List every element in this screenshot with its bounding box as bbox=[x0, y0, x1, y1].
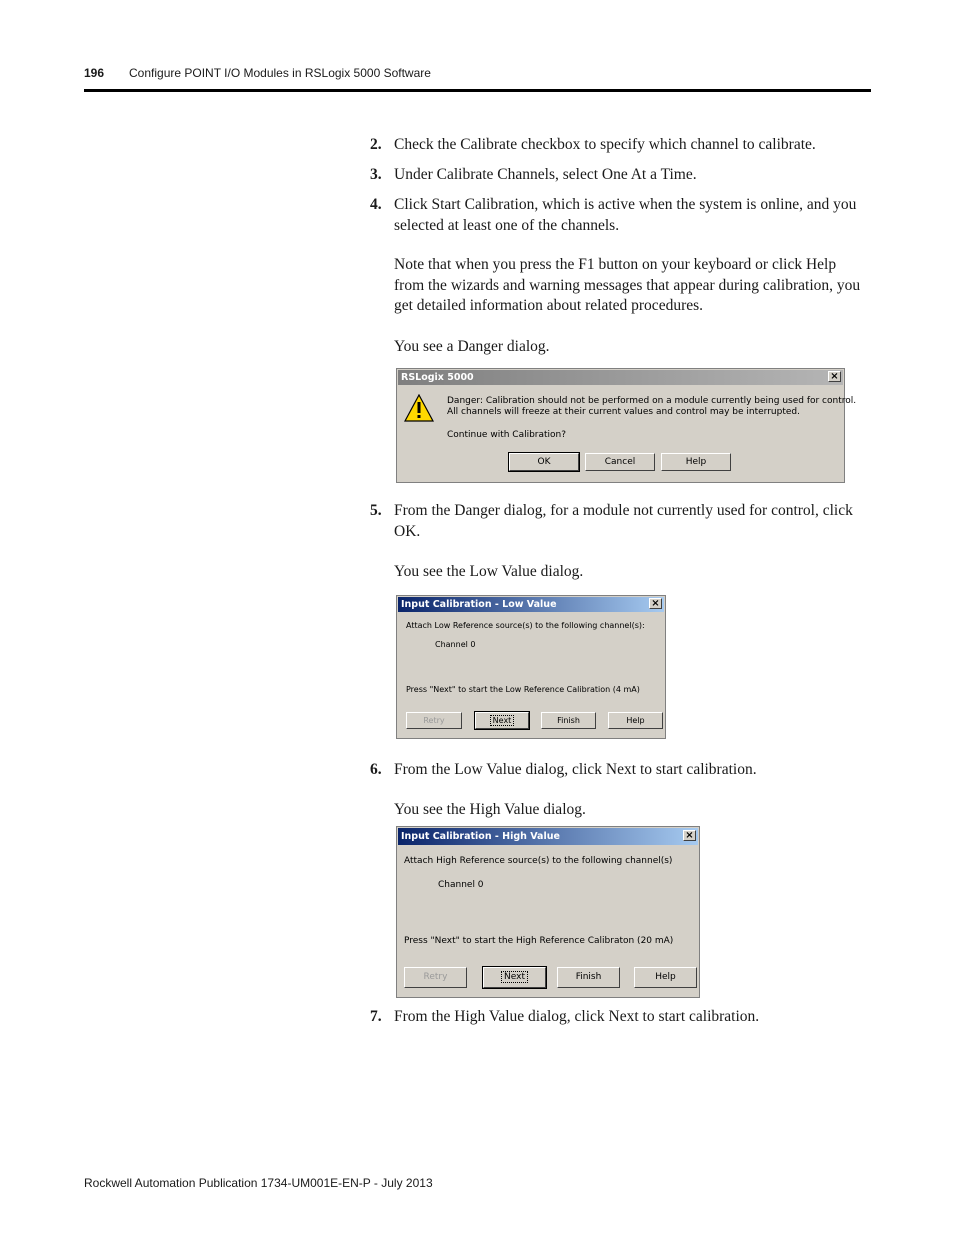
step-text: Click Start Calibration, which is active when the system is online, and you selected at least one of the channels. bbox=[394, 196, 857, 234]
ok-label: OK bbox=[537, 457, 551, 467]
channel-label: Channel 0 bbox=[438, 880, 484, 890]
step-text: From the High Value dialog, click Next to start calibration. bbox=[394, 1008, 760, 1025]
step-number: 6. bbox=[370, 761, 382, 778]
step-text: From the Low Value dialog, click Next to start calibration. bbox=[394, 761, 757, 778]
retry-button[interactable] bbox=[406, 712, 462, 729]
step-number: 5. bbox=[370, 502, 382, 519]
step-text: From the Danger dialog, for a module not currently used for control, click OK. bbox=[394, 502, 853, 540]
danger-dialog bbox=[396, 368, 857, 483]
help-label: Help bbox=[655, 972, 676, 982]
danger-question: Continue with Calibration? bbox=[447, 430, 567, 440]
page-footer: Rockwell Automation Publication 1734-UM001E-EN-P - July 2013 bbox=[84, 1176, 433, 1190]
danger-message-line1: Danger: Calibration should not be performed on a module currently being used for control. bbox=[447, 396, 857, 406]
low-value-dialog bbox=[396, 595, 666, 739]
help-button[interactable] bbox=[634, 967, 697, 988]
see-danger-text: You see a Danger dialog. bbox=[394, 338, 550, 355]
ok-button[interactable] bbox=[509, 453, 579, 471]
dialog-titlebar bbox=[398, 828, 698, 845]
retry-label: Retry bbox=[423, 716, 445, 725]
next-label: Next bbox=[492, 716, 512, 725]
see-high-text: You see the High Value dialog. bbox=[394, 801, 586, 818]
warning-icon bbox=[404, 394, 434, 422]
close-icon[interactable]: × bbox=[683, 830, 696, 841]
next-label: Next bbox=[504, 972, 525, 982]
help-label: Help bbox=[685, 457, 707, 467]
dialog-titlebar bbox=[398, 370, 843, 385]
cancel-label: Cancel bbox=[604, 457, 636, 467]
finish-button[interactable] bbox=[541, 712, 596, 729]
see-low-text: You see the Low Value dialog. bbox=[394, 563, 584, 580]
help-button[interactable] bbox=[661, 453, 731, 471]
retry-button[interactable] bbox=[404, 967, 467, 988]
step-number: 7. bbox=[370, 1008, 382, 1025]
chapter-title: Configure POINT I/O Modules in RSLogix 5000 Software bbox=[129, 66, 431, 80]
press-next-instruction: Press "Next" to start the High Reference Calibraton (20 mA) bbox=[404, 936, 674, 946]
help-label: Help bbox=[626, 716, 645, 725]
step-number: 4. bbox=[370, 196, 382, 213]
help-button[interactable] bbox=[608, 712, 663, 729]
close-icon[interactable]: × bbox=[828, 371, 841, 382]
dialog-title: RSLogix 5000 bbox=[401, 372, 474, 383]
next-button[interactable] bbox=[483, 967, 546, 988]
header-rule bbox=[84, 89, 871, 92]
f1-note: Note that when you press the F1 button on your keyboard or click Help from the wizards and warning messages that appear during calibration, you get detailed information about related procedures. bbox=[394, 256, 861, 314]
page-number: 196 bbox=[84, 66, 105, 80]
press-next-instruction: Press "Next" to start the Low Reference Calibration (4 mA) bbox=[406, 685, 640, 694]
finish-button[interactable] bbox=[557, 967, 620, 988]
retry-label: Retry bbox=[423, 972, 448, 982]
finish-label: Finish bbox=[557, 716, 580, 725]
step-text: Check the Calibrate checkbox to specify which channel to calibrate. bbox=[394, 136, 816, 153]
step-number: 2. bbox=[370, 136, 382, 153]
dialog-titlebar bbox=[398, 597, 664, 612]
danger-message-line2: All channels will freeze at their current values and control may be interrupted. bbox=[447, 407, 800, 417]
next-button[interactable] bbox=[475, 712, 529, 729]
cancel-button[interactable] bbox=[585, 453, 655, 471]
attach-instruction: Attach High Reference source(s) to the following channel(s) bbox=[404, 856, 673, 866]
high-value-dialog bbox=[396, 826, 700, 998]
channel-label: Channel 0 bbox=[435, 640, 476, 649]
step-text: Under Calibrate Channels, select One At a Time. bbox=[394, 166, 697, 183]
dialog-title: Input Calibration - High Value bbox=[401, 831, 560, 842]
finish-label: Finish bbox=[575, 972, 602, 982]
step-number: 3. bbox=[370, 166, 382, 183]
attach-instruction: Attach Low Reference source(s) to the following channel(s): bbox=[406, 621, 645, 630]
close-icon[interactable]: × bbox=[649, 598, 662, 609]
dialog-title: Input Calibration - Low Value bbox=[401, 599, 557, 610]
